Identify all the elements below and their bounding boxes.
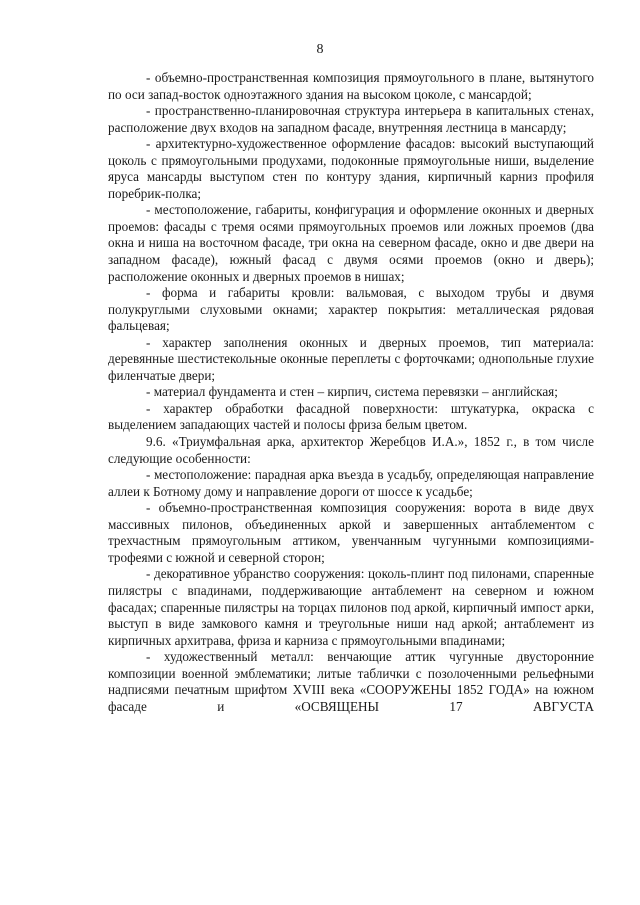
paragraph-facade-decoration: - архитектурно-художественное оформление фасадов: высокий выступающий цоколь с прямоугольными продухами, подоконные прямоугольные ниши, выделение яруса мансарды выступом стен по контуру здания, кирпичный карниз профиля поребрик-полка;: [108, 136, 594, 201]
paragraph-arch-location: - местоположение: парадная арка въезда в усадьбу, определяющая направление аллеи к Ботному дому и направление дороги от шоссе к усадьбе;: [108, 467, 594, 499]
paragraph-arch-decoration: - декоративное убранство сооружения: цоколь-плинт под пилонами, спаренные пилястры с впадинами, поддерживающие антаблемент на северном и южном фасадах; спаренные пилястры на торцах пилонов под аркой, кирпичный импост арки, выступ в виде замкового камня и треугольные ниши над аркой; антаблемент из кирпичных архитрава, фриза и карниза с прямоугольными впадинами;: [108, 566, 594, 648]
paragraph-facade-finish: - характер обработки фасадной поверхности: штукатурка, окраска с выделением западающих частей и полосы фриза белым цветом.: [108, 400, 594, 433]
paragraph-arch-composition: - объемно-пространственная композиция сооружения: ворота в виде двух массивных пилонов, объединенных аркой и завершенных антаблементом с трехчастным прямоугольным аттиком, увенчанным чугунными композициями-трофеями с южной и северной сторон;: [108, 500, 594, 565]
paragraph-interior-structure: - пространственно-планировочная структура интерьера в капитальных стенах, расположение двух входов на западном фасаде, внутренняя лестница в мансарду;: [108, 103, 594, 135]
paragraph-openings: - местоположение, габариты, конфигурация и оформление оконных и дверных проемов: фасады с тремя осями прямоугольных проемов или ложных проемов (два окна и ниша на восточном фасаде, три окна на северном фасаде, окно и две двери на западном фасаде), южный фасад с двумя осями проемов (окно и дверь); расположение оконных и дверных проемов в нишах;: [108, 202, 594, 284]
paragraph-wall-material: - материал фундамента и стен – кирпич, система перевязки – английская;: [146, 384, 558, 400]
paragraph-roof: - форма и габариты кровли: вальмовая, с выходом трубы и двумя полукруглыми слуховыми окнами; характер покрытия: металлическая рядовая фальцевая;: [108, 285, 594, 334]
paragraph-arch-metalwork: - художественный металл: венчающие аттик чугунные двусторонние композиции военной эмблематики; литые таблички с позолоченными рельефными надписями печатным шрифтом XVIII века «СООРУЖЕНЫ 1852 ГОДА» на южном фасаде и «ОСВЯЩЕНЫ 17 АВГУСТА: [108, 649, 594, 714]
paragraph-volumetric-composition: - объемно-пространственная композиция прямоугольного в плане, вытянутого по оси запад-восток одноэтажного здания на высоком цоколе, с мансардой;: [108, 70, 594, 102]
page-number: 8: [316, 42, 324, 57]
paragraph-window-door-fill: - характер заполнения оконных и дверных проемов, тип материала: деревянные шестистекольные оконные переплеты с форточками; однопольные глухие филенчатые двери;: [108, 334, 594, 383]
section-heading-triumphal-arch: 9.6. «Триумфальная арка, архитектор Жеребцов И.А.», 1852 г., в том числе следующие особенности:: [108, 434, 594, 466]
document-body: [108, 70, 594, 715]
